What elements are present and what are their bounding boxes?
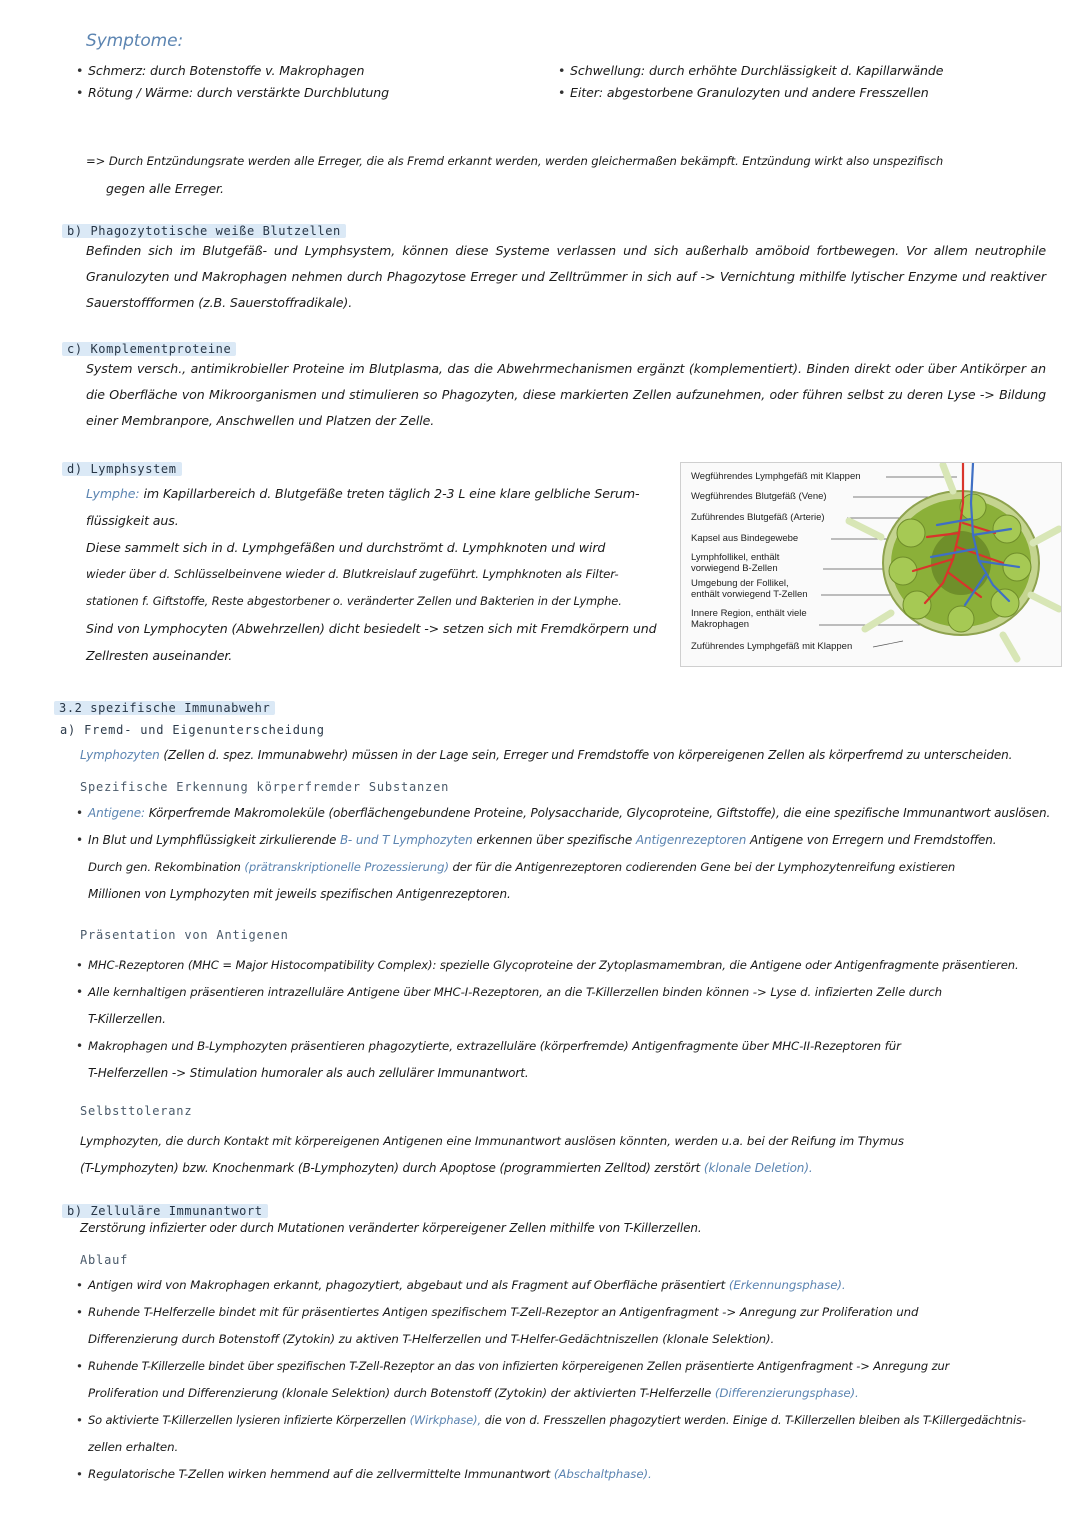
step-text: die von d. Fresszellen phagozytiert werden. Einige d. T-Killerzellen bleiben als T-Killergedächtnis-: [484, 1413, 1026, 1427]
lymph-line: im Kapillarbereich d. Blutgefäße treten täglich 2-3 L eine klare gelbliche Serum-: [143, 486, 640, 501]
lymph-line: stationen f. Giftstoffe, Reste abgestorbener o. veränderter Zellen und Bakterien in der Lymphe.: [86, 594, 622, 608]
figure-label: Wegführendes Blutgefäß (Vene): [691, 491, 827, 502]
ablauf-title: Ablauf: [80, 1253, 129, 1267]
cellular-step: [76, 1299, 1066, 1353]
step-text: • Ruhende T-Helferzelle bindet mit für präsentiertes Antigen spezifischem T-Zell-Rezeptor an Antigenfragment -> Anregung zur Proliferation und: [88, 1305, 919, 1319]
cellular-step: [76, 1353, 1066, 1407]
figure-label: Lymphfollikel, enthält vorwiegend B-Zellen: [691, 552, 780, 574]
symptoms-conclusion-cont: gegen alle Erreger.: [106, 181, 224, 196]
presentation-item: [76, 979, 1066, 1033]
presentation-text: • Alle kernhaltigen präsentieren intrazelluläre Antigene über MHC-I-Rezeptoren, an die T-Killerzellen binden können -> Lyse d. infizierten Zelle durch: [88, 985, 943, 999]
symptom-item: • Eiter: abgestorbene Granulozyten und andere Fresszellen: [558, 82, 1028, 104]
figure-label: Umgebung der Follikel, enthält vorwiegend T-Zellen: [691, 578, 808, 600]
lymph-line: Zellresten auseinander.: [86, 648, 233, 663]
step-text: So aktivierte T-Killerzellen lysieren infizierte Körperzellen: [88, 1413, 407, 1427]
step-text: Regulatorische T-Zellen wirken hemmend auf die zellvermittelte Immunantwort: [88, 1467, 551, 1481]
processing-term: (prätranskriptionelle Prozessierung): [244, 860, 449, 874]
lymph-term: Lymphe:: [86, 486, 140, 501]
bt-lymphocytes-term: B- und T Lymphozyten: [339, 833, 473, 847]
symptoms-title: Symptome:: [86, 31, 184, 51]
recognition-item: [76, 800, 1066, 827]
symptom-item: • Schwellung: durch erhöhte Durchlässigkeit d. Kapillarwände: [558, 60, 1028, 82]
lymph-heading: d) Lymphsystem: [62, 462, 182, 476]
phagocytes-heading: b) Phagozytotische weiße Blutzellen: [62, 224, 346, 238]
step-text: Differenzierung durch Botenstoff (Zytokin) zu aktiven T-Helferzellen und T-Helfer-Gedächtniszellen (klonale Selektion).: [88, 1332, 775, 1346]
figure-label: Innere Region, enthält viele Makrophagen: [691, 608, 807, 630]
lymph-text: [86, 480, 666, 669]
recognition-text: Antigene von Erregern und Fremdstoffen.: [749, 833, 997, 847]
cellular-intro: Zerstörung infizierter oder durch Mutationen veränderter körpereigener Zellen mithilfe von T-Killerzellen.: [80, 1221, 702, 1235]
step-text: zellen erhalten.: [88, 1440, 179, 1454]
lymph-line: flüssigkeit aus.: [86, 513, 179, 528]
tolerance-line: (T-Lymphozyten) bzw. Knochenmark (B-Lymphozyten) durch Apoptose (programmierten Zelltod) zerstört: [80, 1161, 701, 1175]
symptoms-right-list: [558, 60, 1028, 104]
presentation-text: T-Helferzellen -> Stimulation humoraler als auch zellulärer Immunantwort.: [88, 1066, 529, 1080]
specific-heading: 3.2 spezifische Immunabwehr: [54, 701, 275, 715]
figure-label: Zuführendes Lymphgefäß mit Klappen: [691, 641, 853, 652]
recognition-list: [76, 800, 1066, 908]
antigen-term: Antigene:: [88, 806, 145, 820]
complement-text: System versch., antimikrobieller Proteine im Blutplasma, das die Abwehrmechanismen ergänzt (komplementiert). Binden direkt oder über Antikörper an die Oberfläche von Mikroorganismen und stimulieren so Phagozyten, diese markierten Zellen aufzunehmen, oder führen selbst zu deren Lyse -> Bildung einer Membranpore, Anschwellen und Platzen der Zelle.: [86, 361, 1046, 428]
recognition-text: Millionen von Lymphozyten mit jeweils spezifischen Antigenrezeptoren.: [88, 887, 511, 901]
antigen-text: Körperfremde Makromoleküle (oberflächengebundene Proteine, Polysaccharide, Glycoproteine, Giftstoffe), die eine spezifische Immunantwort auslösen.: [148, 806, 1051, 820]
presentation-item: [76, 1033, 1066, 1087]
specific-intro: [80, 744, 1040, 766]
phase-term: (Abschaltphase).: [553, 1467, 652, 1481]
recognition-title: Spezifische Erkennung körperfremder Substanzen: [80, 780, 450, 794]
recognition-text: der für die Antigenrezeptoren codierenden Gene bei der Lymphozytenreifung existieren: [452, 860, 956, 874]
figure-label: Zuführendes Blutgefäß (Arterie): [691, 512, 825, 523]
antigen-receptor-term: Antigenrezeptoren: [635, 833, 747, 847]
recognition-item: [76, 827, 1066, 908]
presentation-text: T-Killerzellen.: [88, 1012, 166, 1026]
specific-intro-text: (Zellen d. spez. Immunabwehr) müssen in der Lage sein, Erreger und Fremdstoffe von körpereigenen Zellen als körperfremd zu unterscheiden.: [163, 748, 1013, 762]
tolerance-title: Selbsttoleranz: [80, 1104, 193, 1118]
step-text: Antigen wird von Makrophagen erkannt, phagozytiert, abgebaut und als Fragment auf Oberfläche präsentiert: [88, 1278, 726, 1292]
clonal-deletion-term: (klonale Deletion).: [703, 1161, 813, 1175]
lymph-line: wieder über d. Schlüsselbeinvene wieder d. Blutkreislauf zugeführt. Lymphknoten als Filter-: [86, 567, 619, 581]
figure-label: Kapsel aus Bindegewebe: [691, 533, 799, 544]
symptoms-left-list: [76, 60, 536, 104]
symptom-item: • Rötung / Wärme: durch verstärkte Durchblutung: [76, 82, 536, 104]
cellular-step: [76, 1407, 1066, 1461]
lymph-line: Sind von Lymphocyten (Abwehrzellen) dicht besiedelt -> setzen sich mit Fremdkörpern und: [86, 621, 657, 636]
presentation-item: • MHC-Rezeptoren (MHC = Major Histocompatibility Complex): spezielle Glycoproteine der Zytoplasmamembran, die Antigene oder Antigenfragmente präsentieren.: [76, 952, 1066, 979]
phagocytes-text: Befinden sich im Blutgefäß- und Lymphsystem, können diese Systeme verlassen und sich außerhalb amöboid fortbewegen. Vor allem neutrophile Granulozyten und Makrophagen nehmen durch Phagozytose Erreger und Zelltrümmer in sich auf -> Vernichtung mithilfe lytischer Enzyme und reaktiver Sauerstoffformen (z.B. Sauerstoffradikale).: [86, 243, 1046, 310]
cellular-steps: [76, 1272, 1066, 1488]
tolerance-line: Lymphozyten, die durch Kontakt mit körpereigenen Antigenen eine Immunantwort auslösen könnten, werden u.a. bei der Reifung im Thymus: [80, 1134, 904, 1148]
recognition-text: erkennen über spezifische: [476, 833, 633, 847]
symptoms-conclusion: => Durch Entzündungsrate werden alle Erreger, die als Fremd erkannt werden, werden gleichermaßen bekämpft. Entzündung wirkt also unspezifisch: [86, 154, 944, 168]
step-text: Proliferation und Differenzierung (klonale Selektion) durch Botenstoff (Zytokin) der aktivierten T-Helferzelle: [88, 1386, 712, 1400]
recognition-text: Durch gen. Rekombination: [88, 860, 241, 874]
symptom-item: • Schmerz: durch Botenstoffe v. Makrophagen: [76, 60, 536, 82]
phase-term: (Erkennungsphase).: [728, 1278, 846, 1292]
cellular-step: [76, 1272, 1066, 1299]
step-text: • Ruhende T-Killerzelle bindet über spezifischen T-Zell-Rezeptor an das von infizierten körpereigenen Zellen präsentierte Antigenfragment -> Anregung zur: [88, 1359, 950, 1373]
complement-heading: c) Komplementproteine: [62, 342, 236, 356]
cellular-step: [76, 1461, 1066, 1488]
phase-term: (Wirkphase),: [409, 1413, 482, 1427]
cellular-heading: b) Zelluläre Immunantwort: [62, 1204, 268, 1218]
recognition-text: In Blut und Lymphflüssigkeit zirkulierende: [88, 833, 337, 847]
presentation-list: [76, 952, 1066, 1087]
lymph-line: Diese sammelt sich in d. Lymphgefäßen und durchströmt d. Lymphknoten und wird: [86, 540, 606, 555]
figure-label: Wegführendes Lymphgefäß mit Klappen: [691, 471, 861, 482]
presentation-title: Präsentation von Antigenen: [80, 928, 289, 942]
specific-sub-a: a) Fremd- und Eigenunterscheidung: [60, 723, 325, 737]
presentation-text: • Makrophagen und B-Lymphozyten präsentieren phagozytierte, extrazelluläre (körperfremde) Antigenfragmente über MHC-II-Rezeptoren für: [88, 1039, 901, 1053]
phase-term: (Differenzierungsphase).: [714, 1386, 859, 1400]
tolerance-text: [80, 1128, 1050, 1182]
lymph-node-figure: [680, 462, 1062, 667]
lymphocytes-term: Lymphozyten: [80, 748, 160, 762]
